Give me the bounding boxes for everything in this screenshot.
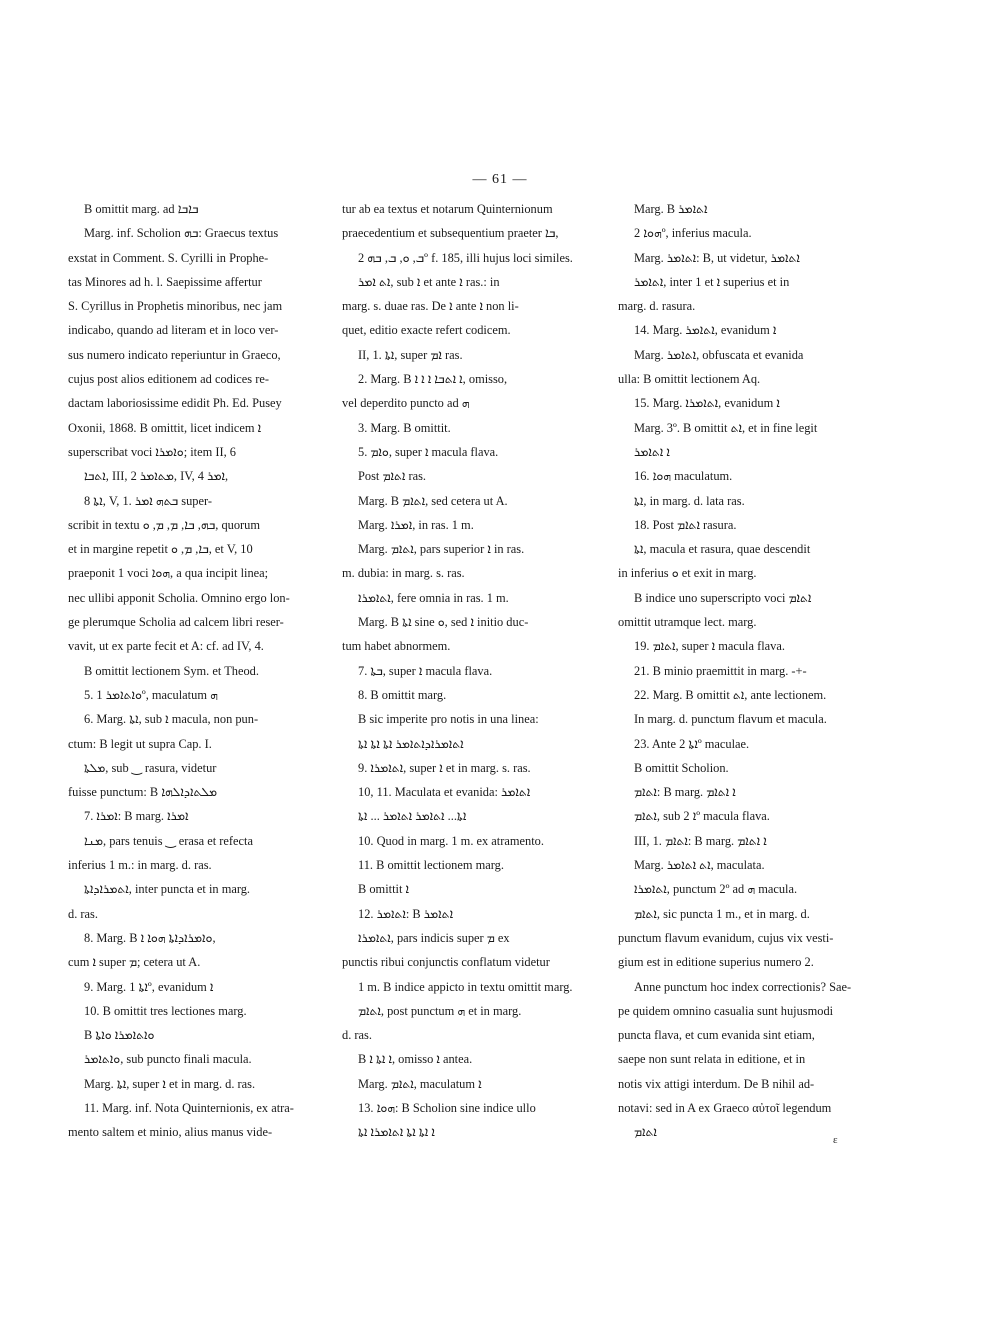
text-line: sus numero indicato reperiuntur in Graeco, bbox=[68, 347, 281, 362]
text-line: Post ܐܬܐܡ ras. bbox=[358, 469, 427, 484]
text-line: Anne punctum hoc index correctionis? Sae- bbox=[634, 979, 852, 994]
text-line: d. ras. bbox=[68, 906, 98, 921]
text-line: cujus post alios editionem ad codices re- bbox=[68, 372, 269, 387]
text-line: ܐܬܐ, in marg. d. lata ras. bbox=[634, 493, 745, 508]
text-line: ܐ ܐܬܐ ܐܬܐ ܐܬܐܡܪܐ ܐܬܐ bbox=[358, 1125, 435, 1140]
signature-mark: ε bbox=[833, 1134, 838, 1146]
text-line: 16. ܗܘܐ maculatum. bbox=[634, 469, 733, 484]
text-line: praecedentium et subsequentium praeter ܒܐ, bbox=[342, 226, 559, 241]
text-line: 2. Marg. B ܐ ܐܬܒܐ ܐ ܐ ܐ, omisso, bbox=[358, 372, 508, 387]
text-line: ܡܠܬܐ, sub ‿ rasura, videtur bbox=[84, 760, 217, 775]
text-line: ܐܬܐܡܪܐ, punctum 2º ad ܗ macula. bbox=[634, 882, 798, 897]
text-line: B indice uno superscripto voci ܐܬܐܡ bbox=[634, 590, 812, 605]
text-line: Oxonii, 1868. B omittit, licet indicem ܐ bbox=[68, 420, 262, 435]
text-line: Marg. B ܐܬܐ sine ܘ, sed ܐ initio duc- bbox=[358, 615, 529, 630]
text-line: Marg. B ܐܬܐܡܪ bbox=[634, 202, 708, 216]
text-line: pe quidem omnino casualia sunt hujusmodi bbox=[618, 1003, 834, 1018]
text-line: saepe non sunt relata in editione, et in bbox=[618, 1052, 806, 1067]
text-line: ܐܬܡܪܐܕܐܬܐ, inter puncta et in marg. bbox=[84, 882, 251, 897]
text-line: punctis ribui conjunctis conflatum videtur bbox=[342, 955, 550, 970]
text-line: B ܘܐܬܐܡܪܐ ܘܐܬܐ bbox=[84, 1028, 155, 1043]
text-line: omittit utramque lect. marg. bbox=[618, 615, 757, 630]
text-line: 6. Marg. ܐܬܐ, sub ܐ macula, non pun- bbox=[84, 712, 259, 727]
text-line: indicabo, quando ad literam et in loco ver- bbox=[68, 323, 279, 338]
text-line: Marg. 3º. B omittit ܐܬ, et in fine legit bbox=[634, 420, 818, 435]
text-line: Marg. ܐܬܐ, super ܐ et in marg. d. ras. bbox=[84, 1076, 256, 1091]
text-line: ctum: B legit ut supra Cap. I. bbox=[68, 736, 212, 751]
text-line: 8. Marg. B ܘܐܡܪܐܕܐܬܐ ܗܘܐ ܐ, bbox=[84, 930, 216, 945]
text-line: scribit in textu ܒܗ, ܒܐ, ܡ, ܡ, ܘ, quorum bbox=[68, 517, 261, 532]
text-line: ܐܬܐ... ܐܬܐܡܪ ܐܬܐܡܪ ... ܐܬܐ bbox=[358, 809, 467, 824]
text-line: 18. Post ܐܬܐܡ rasura. bbox=[634, 517, 737, 532]
text-line: cum ܐ super ܡ; cetera ut A. bbox=[68, 955, 201, 970]
text-line: ܘܐܬܐܡܪ, sub puncto finali macula. bbox=[84, 1052, 252, 1067]
text-line: ܐܬܐܡܪܐ, fere omnia in ras. 1 m. bbox=[358, 590, 509, 605]
text-line: II, 1. ܐܬܐ, super ܐܡ ras. bbox=[358, 347, 463, 362]
text-line: ܐܬ ܐܡܪ, sub ܐ et ante ܐ ras.: in bbox=[358, 274, 500, 289]
text-line: ܐܬܒܐ, III, 2 ܡܬܐܡܪ, IV, 4 ܐܡܪ, bbox=[84, 469, 229, 484]
text-line: et in margine repetit ܒܐ, ܡ, ܘ, et V, 10 bbox=[68, 542, 253, 557]
text-line: ܒ, ܘ, ܒ, ܒܗ 2º f. 185, illi hujus loci similes. bbox=[358, 250, 573, 265]
text-line: 12. ܐܬܐܡܪ: B ܐܬܐܡܪ bbox=[358, 906, 454, 921]
text-line: ܐܬܐܡ, post punctum ܗ et in marg. bbox=[358, 1003, 522, 1018]
text-line: B omittit Scholion. bbox=[634, 760, 729, 775]
text-line: punctum flavum evanidum, cujus vix vesti- bbox=[618, 930, 834, 945]
text-line: 5. ܘܐܡ, super ܐ macula flava. bbox=[358, 444, 499, 459]
text-line: superscribat voci ܘܐܡܪܐ; item II, 6 bbox=[68, 444, 236, 459]
text-line: ܐ ܐܬܐܡܪ bbox=[634, 444, 670, 459]
text-line: tum habet abnormem. bbox=[342, 639, 451, 654]
text-line: Marg. ܐܬܐܡܪ, obfuscata et evanida bbox=[634, 347, 804, 362]
text-line: in inferius ܘ et exit in marg. bbox=[618, 566, 757, 581]
text-line: notis vix attigi interdum. De B nihil ad- bbox=[618, 1076, 815, 1091]
text-column-1 bbox=[68, 197, 326, 1145]
text-line: 10. Quod in marg. 1 m. ex atramento. bbox=[358, 833, 544, 848]
text-line: marg. d. rasura. bbox=[618, 299, 696, 314]
text-line: 8 ܐܬܐ, V, 1. ܒܬܗ ܐܡܪ super- bbox=[84, 493, 212, 508]
text-line: Marg. inf. Scholion ܒܗ: Graecus textus bbox=[84, 226, 279, 241]
text-line: 11. B omittit lectionem marg. bbox=[358, 858, 504, 873]
text-line: 13. ܗܘܐ: B Scholion sine indice ullo bbox=[358, 1100, 536, 1115]
text-line: B omittit marg. ad ܒܐܒܐ bbox=[84, 202, 199, 216]
text-line: praeponit 1 voci ܗܘܐ, a qua incipit linea; bbox=[68, 566, 269, 581]
text-line: 8. B omittit marg. bbox=[358, 687, 447, 702]
text-line: 23. Ante ܐܬܐ 2º maculae. bbox=[634, 736, 750, 751]
text-line: In marg. d. punctum flavum et macula. bbox=[634, 712, 827, 727]
text-line: 10. B omittit tres lectiones marg. bbox=[84, 1003, 247, 1018]
text-line: 22. Marg. B omittit ܐܬ, ante lectionem. bbox=[634, 687, 827, 702]
text-line: tur ab ea textus et notarum Quinternionum bbox=[342, 202, 553, 216]
text-line: d. ras. bbox=[342, 1028, 372, 1043]
text-line: 21. B minio praemittit in marg. -+- bbox=[634, 663, 807, 678]
text-line: Marg. ܐܬ ܐܬܐܡܪ, maculata. bbox=[634, 858, 765, 873]
text-line: ܐܬܐܡܪܐ, pars indicis super ܡ ex bbox=[358, 930, 510, 945]
text-line: 1 m. B indice appicto in textu omittit marg. bbox=[358, 979, 573, 994]
text-line: dactam laboriosissime edidit Ph. Ed. Pusey bbox=[68, 396, 282, 411]
text-line: Marg. ܐܡܪܐ, in ras. 1 m. bbox=[358, 517, 474, 532]
text-line: 5. ܘܐܬܐܡܪ 1º, maculatum ܗ bbox=[84, 687, 218, 702]
text-line: marg. s. duae ras. De ܐ ante ܐ non li- bbox=[342, 299, 519, 314]
text-line: B ܐ ܐܬܐ ܐ, omisso ܐ antea. bbox=[358, 1052, 473, 1067]
text-line: ܐܬܐܡ, sub ܐ 2º macula flava. bbox=[634, 809, 770, 824]
text-line: Marg. ܐܬܐܡܪ: B, ut videtur, ܐܬܐܡܪ bbox=[634, 250, 800, 265]
text-line: puncta flava, et cum evanida sint etiam, bbox=[618, 1028, 815, 1043]
text-line: S. Cyrillus in Prophetis minoribus, nec jam bbox=[68, 299, 283, 314]
text-line: fuisse punctum: B ܡܠܬܐܕܐܠܗܐ bbox=[68, 785, 217, 800]
text-line: Marg. B ܐܬܐܡ, sed cetera ut A. bbox=[358, 493, 508, 508]
text-line: 7. ܐܡܪܐ: B marg. ܐܡܪܐ bbox=[84, 809, 189, 824]
text-line: B sic imperite pro notis in una linea: bbox=[358, 712, 539, 727]
text-line: B omittit ܐ bbox=[358, 882, 409, 897]
text-line: ܐܬܐܡ, sic puncta 1 m., et in marg. d. bbox=[634, 906, 810, 921]
text-line: B omittit lectionem Sym. et Theod. bbox=[84, 663, 259, 678]
text-line: 9. Marg. ܐܬܐ 1º, evanidum ܐ bbox=[84, 979, 214, 994]
text-line: exstat in Comment. S. Cyrilli in Prophe- bbox=[68, 250, 269, 265]
text-line: mento saltem et minio, alius manus vide- bbox=[68, 1125, 273, 1140]
text-line: gium est in editione superius numero 2. bbox=[618, 955, 814, 970]
text-line: ܐܬܐܡ: B marg. ܐ ܐܬܐܡ bbox=[634, 785, 736, 800]
text-line: 10, 11. Maculata et evanida: ܐܬܐܡܪ bbox=[358, 785, 531, 800]
text-line: tas Minores ad h. l. Saepissime affertur bbox=[68, 274, 262, 289]
text-line: ge plerumque Scholia ad calcem libri reser- bbox=[68, 615, 284, 630]
text-line: Marg. ܐܬܐܡ, pars superior ܐ in ras. bbox=[358, 542, 525, 557]
text-line: nec ullibi apponit Scholia. Omnino ergo lon- bbox=[68, 590, 290, 605]
text-line: ܐܬܐ, macula et rasura, quae descendit bbox=[634, 542, 811, 557]
text-line: ulla: B omittit lectionem Aq. bbox=[618, 372, 761, 387]
text-line: ܡܢܐ, pars tenuis ‿ erasa et refecta bbox=[84, 833, 253, 848]
page-number: — 61 — bbox=[472, 172, 528, 187]
text-line: III, 1. ܐܬܐܡ: B marg. ܐ ܐܬܐܡ bbox=[634, 833, 767, 848]
text-column-2 bbox=[342, 197, 598, 1145]
text-line: 15. Marg. ܐܬܐܡܪܐ, evanidum ܐ bbox=[634, 396, 780, 411]
text-line: ܐܬܐܡ bbox=[634, 1125, 657, 1140]
text-line: notavi: sed in A ex Graeco αὐτοῖ legendum bbox=[618, 1100, 832, 1115]
text-line: ܗܘܐ 2º, inferius macula. bbox=[634, 226, 752, 241]
text-line: m. dubia: in marg. s. ras. bbox=[342, 566, 465, 581]
text-line: 3. Marg. B omittit. bbox=[358, 420, 451, 435]
text-line: vavit, ut ex parte fecit et A: cf. ad IV, 4. bbox=[68, 639, 264, 654]
text-column-3 bbox=[618, 197, 870, 1145]
text-line: ܐܬܐܡܪ, inter 1 et ܐ superius et in bbox=[634, 274, 790, 289]
text-line: 9. ܐܬܐܡܪܐ, super ܐ et in marg. s. ras. bbox=[358, 760, 531, 775]
text-line: inferius 1 m.: in marg. d. ras. bbox=[68, 858, 212, 873]
text-line: 19. ܐܬܐܡ, super ܐ macula flava. bbox=[634, 639, 785, 654]
text-line: quet, editio exacte refert codicem. bbox=[342, 323, 511, 338]
text-line: 14. Marg. ܐܬܐܡܪ, evanidum ܐ bbox=[634, 323, 777, 338]
text-line: ܐܬܐܡܪܐܕܐܬܐܡܪ ܐܬܐ ܐܬܐ ܐܬܐ bbox=[358, 736, 464, 751]
text-line: Marg. ܐܬܐܡ, maculatum ܐ bbox=[358, 1076, 482, 1091]
text-line: 11. Marg. inf. Nota Quinternionis, ex atra- bbox=[84, 1100, 294, 1115]
text-line: 7. ܒܬܐ, super ܐ macula flava. bbox=[358, 663, 493, 678]
text-line: vel deperdito puncto ad ܗ bbox=[342, 396, 470, 411]
